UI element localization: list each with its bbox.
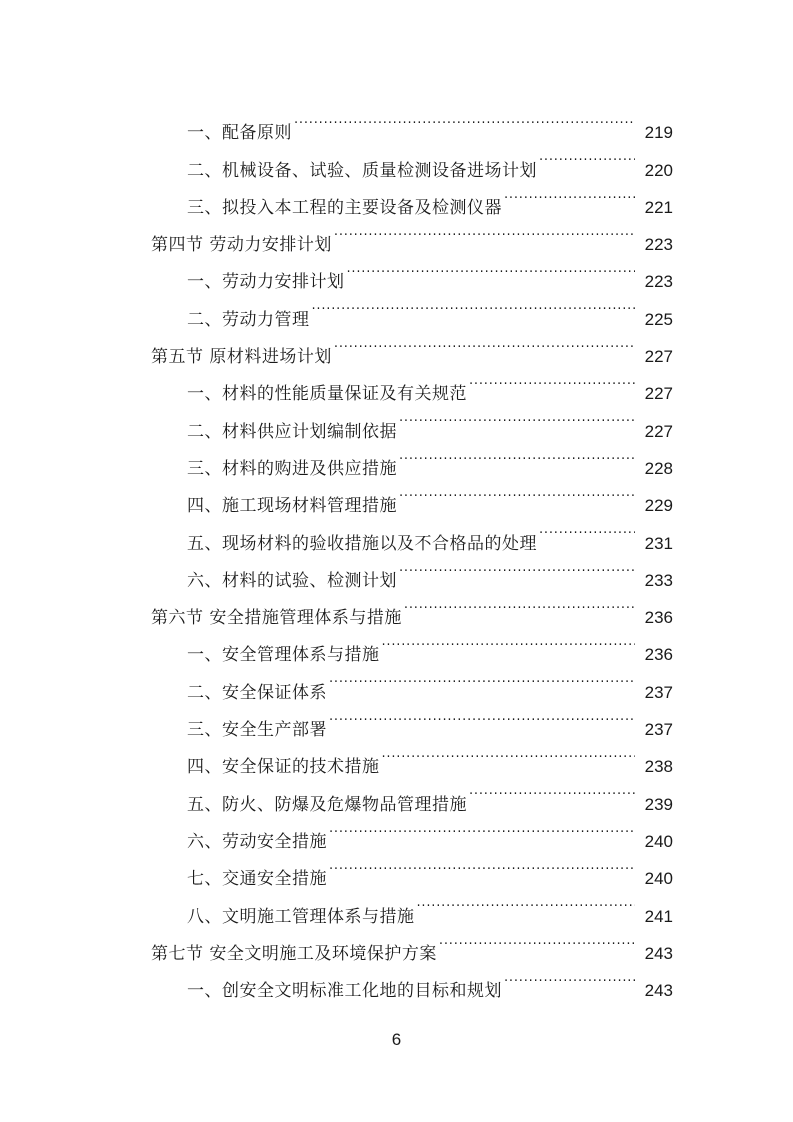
- toc-entry[interactable]: [0, 959, 793, 1002]
- toc-entry[interactable]: [0, 623, 793, 666]
- toc-entry-title: 第四节 劳动力安排计划: [151, 235, 332, 256]
- dot-leader: [399, 474, 635, 511]
- toc-entry[interactable]: [0, 250, 793, 293]
- dot-leader: [334, 213, 635, 250]
- toc-entry-page: 229: [644, 496, 673, 516]
- toc-entry-page: 228: [644, 458, 673, 478]
- dot-leader: [417, 884, 636, 921]
- toc-entry-page: 227: [644, 347, 673, 367]
- toc-entry-title: 七、交通安全措施: [187, 869, 327, 890]
- toc-entry-title: 第五节 原材料进场计划: [151, 347, 332, 368]
- toc-entry-title: 第六节 安全措施管理体系与措施: [151, 608, 402, 629]
- dot-leader: [294, 101, 635, 138]
- toc-entry[interactable]: [0, 138, 793, 181]
- toc-entry-page: 237: [644, 682, 673, 702]
- toc-entry-page: 239: [644, 794, 673, 814]
- toc-entry[interactable]: [0, 735, 793, 778]
- toc-entry-title: 三、拟投入本工程的主要设备及检测仪器: [187, 197, 502, 218]
- toc-entry[interactable]: [0, 922, 793, 964]
- dot-leader: [539, 511, 635, 548]
- dot-leader: [329, 847, 635, 884]
- toc-entry-page: 231: [644, 533, 673, 553]
- toc-entry-title: 六、材料的试验、检测计划: [187, 570, 397, 591]
- toc-entry[interactable]: [0, 847, 793, 890]
- dot-leader: [382, 735, 636, 772]
- toc-entry-title: 四、安全保证的技术措施: [187, 757, 380, 778]
- toc-entry-title: 一、创安全文明标准工化地的目标和规划: [187, 981, 502, 1002]
- dot-leader: [329, 660, 635, 697]
- toc-entry-page: 238: [644, 757, 673, 777]
- toc-entry[interactable]: [0, 660, 793, 703]
- dot-leader: [469, 772, 635, 809]
- toc-entry-page: 220: [644, 160, 673, 180]
- toc-entry[interactable]: [0, 287, 793, 330]
- toc-entry-title: 八、文明施工管理体系与措施: [187, 906, 415, 927]
- toc-entry[interactable]: [0, 586, 793, 629]
- toc-entry-page: 223: [644, 235, 673, 255]
- toc-entry-page: 236: [644, 608, 673, 628]
- toc-entry[interactable]: [0, 362, 793, 405]
- dot-leader: [399, 549, 635, 586]
- toc-entry[interactable]: [0, 101, 793, 144]
- dot-leader: [347, 250, 636, 287]
- toc-entry-title: 三、材料的购进及供应措施: [187, 458, 397, 479]
- toc-entry-title: 五、现场材料的验收措施以及不合格品的处理: [187, 533, 537, 554]
- dot-leader: [539, 138, 635, 175]
- toc-entry[interactable]: [0, 772, 793, 815]
- dot-leader: [382, 623, 636, 660]
- toc-entry-page: 241: [644, 906, 673, 926]
- dot-leader: [334, 325, 635, 362]
- toc-entry-page: 223: [644, 272, 673, 292]
- page-number: 6: [391, 1030, 402, 1049]
- toc-entry-page: 240: [644, 869, 673, 889]
- toc-entry-page: 236: [644, 645, 673, 665]
- dot-leader: [439, 922, 635, 959]
- dot-leader: [469, 362, 635, 399]
- toc-entry[interactable]: [0, 213, 793, 256]
- toc-entry[interactable]: [0, 884, 793, 927]
- toc-entry-page: 225: [644, 309, 673, 329]
- toc-entry[interactable]: [0, 549, 793, 591]
- toc-entry-page: 243: [644, 981, 673, 1001]
- toc-entry-title: 四、施工现场材料管理措施: [187, 496, 397, 517]
- toc-entry[interactable]: [0, 474, 793, 517]
- toc-entry[interactable]: [0, 325, 793, 368]
- toc-entry-page: 240: [644, 831, 673, 851]
- toc-entry[interactable]: [0, 176, 793, 218]
- toc-entry-title: 二、劳动力管理: [187, 309, 310, 330]
- toc-entry-title: 二、机械设备、试验、质量检测设备进场计划: [187, 160, 537, 181]
- toc-entry-title: 六、劳动安全措施: [187, 831, 327, 852]
- toc-entry[interactable]: [0, 437, 793, 479]
- toc-entry[interactable]: [0, 511, 793, 554]
- toc-entry-page: 243: [644, 943, 673, 963]
- toc-entry-page: 219: [644, 123, 673, 143]
- toc-entry-page: 233: [644, 570, 673, 590]
- table-of-contents: [0, 101, 793, 1002]
- toc-entry[interactable]: [0, 399, 793, 442]
- toc-entry-title: 五、防火、防爆及危爆物品管理措施: [187, 794, 467, 815]
- dot-leader: [399, 437, 635, 474]
- toc-entry-title: 一、配备原则: [187, 123, 292, 144]
- dot-leader: [504, 959, 635, 996]
- dot-leader: [399, 399, 635, 436]
- toc-entry[interactable]: [0, 698, 793, 741]
- toc-entry-title: 第七节 安全文明施工及环境保护方案: [151, 943, 437, 964]
- toc-entry-page: 227: [644, 384, 673, 404]
- dot-leader: [329, 810, 635, 847]
- toc-entry[interactable]: [0, 810, 793, 852]
- toc-entry-title: 三、安全生产部署: [187, 720, 327, 741]
- dot-leader: [504, 176, 635, 213]
- dot-leader: [329, 698, 635, 735]
- toc-entry-page: 227: [644, 421, 673, 441]
- dot-leader: [404, 586, 635, 623]
- toc-entry-title: 二、安全保证体系: [187, 682, 327, 703]
- toc-entry-title: 一、材料的性能质量保证及有关规范: [187, 384, 467, 405]
- toc-entry-title: 一、劳动力安排计划: [187, 272, 345, 293]
- toc-entry-page: 221: [644, 197, 673, 217]
- toc-entry-title: 一、安全管理体系与措施: [187, 645, 380, 666]
- dot-leader: [312, 287, 636, 324]
- toc-entry-page: 237: [644, 720, 673, 740]
- toc-entry-title: 二、材料供应计划编制依据: [187, 421, 397, 442]
